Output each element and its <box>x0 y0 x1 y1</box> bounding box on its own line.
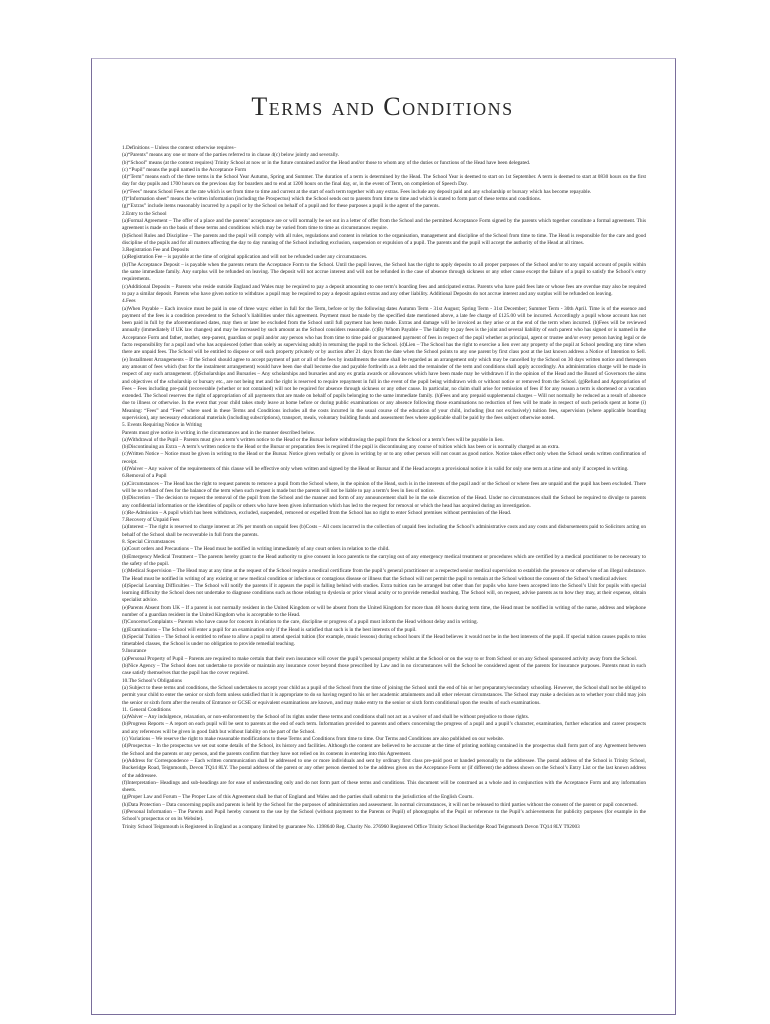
terms-paragraph: (g)Proper Law and Forum – The Proper Law of this Agreement shall be that of England and Wales and the parties shall submit to the jurisdiction of the English Courts. <box>122 794 474 801</box>
terms-paragraph: 5. Events Requiring Notice in Writing <box>122 422 202 429</box>
terms-paragraph: (a)“Parents” means any one or more of the parties referred to in clause 4(c) below jointly and severally. <box>122 152 340 159</box>
terms-paragraph: Parents must give notice in writing in the circumstances and in the manner described below. <box>122 429 316 436</box>
terms-paragraph: (i)Personal Information – The Parents and Pupil hereby consent to the use by the School (without payment to the Parents or Pupil) of photographs of the Pupil or reference to the Pupil’s achievements for publicity purposes (for example in the School’s prospectus or on its Website). <box>122 809 646 823</box>
terms-paragraph: (b)Discontinuing an Extra – A term’s written notice to the Head or the Bursar or preparation fees is required if the pupil is discontinuing any course of tuition which has been or is normally charged as an extra. <box>122 444 560 451</box>
terms-paragraph: (b)Discretion – The decision to request the removal of the pupil from the School and the manner and form of any announcement shall be in the sole discretion of the Head. Under no circumstances shall the School be required to divulge to parents any confidential information or the identities of pupils or others who have been given information which has led to the request for removal or which the head has acquired during an investigation. <box>122 495 646 509</box>
terms-paragraph: 11. General Conditions <box>122 706 171 713</box>
terms-paragraph: (c)Additional Deposits – Parents who reside outside England and Wales may be required to pay a deposit amounting to one term’s boarding fees and anticipated extras. Parents who have paid fees late or whose fees are overdue may also be required to pay a similar deposit. Parents who have given notice to withdraw a pupil may be required to pay a deposit against extras and any other liability. Additional Deposits do not accrue interest and any surplus will be refunded on leaving. <box>122 283 646 297</box>
terms-paragraph: (a)Formal Agreement – The offer of a place and the parents’ acceptance are or will normally be set out in a letter of offer from the School and the permitted Acceptance Form signed by the parents which together constitute a formal agreement. This agreement is made on the basis of these terms and conditions which may be varied from time to time as circumstances require. <box>122 217 646 232</box>
terms-paragraph: (e)“Fees” means School Fees at the rate which is set from time to time and current at the start of each term together with any extras. Fees include any deposit paid and any scholarship or bursary which has become repayable. <box>122 188 592 195</box>
terms-paragraph: (a)Circumstances – The Head has the right to request parents to remove a pupil from the School where, in the opinion of the Head, such is in the interests of the pupil and/ or the School or where fees are unpaid and the pupil has been excluded. There will be no refund of fees for the balance of the term when such request is made but the parents will not be liable to pay a term’s fees in lieu of notice. <box>122 480 646 494</box>
terms-paragraph: (c)Re-Admission – A pupil which has been withdrawn, excluded, suspended, removed or expelled from the School has no right to enter School premises without permission of the Head. <box>122 509 512 516</box>
terms-paragraph: (b)Emergency Medical Treatment – The parents hereby grant to the Head authority to give consent in loco parentis to the carrying out of any emergency medical treatment or procedures which are certified by a medical practitioner to be necessary to the safety of the pupil. <box>122 553 646 567</box>
terms-paragraph: (e)Address for Correspondence – Each written communication shall be addressed to one or more individuals and sent by ordinary first class pre-paid post or handed personally to the addressee. The postal address of the School is Trinity School, Buckeridge Road, Teignmouth, Devon TQ14 8LY. The postal address of the parent or any other person deemed to be the address given on the Acceptance Form or (if different) the address shown on the School’s Entry List or the last known address of the addressee. <box>122 757 646 779</box>
terms-paragraph: 4.Fees <box>122 298 136 305</box>
terms-paragraph: (b)Nice Agency – The School does not undertake to provide or maintain any insurance cover beyond those prescribed by Law and in no circumstances will the School be considered agent of the parents for insurance purposes. Parents must in such case satisfy themselves that the pupil has the cover required. <box>122 663 646 677</box>
terms-body <box>122 145 646 988</box>
terms-paragraph: (c) “Pupil” means the pupil named in the Acceptance Form <box>122 166 247 173</box>
terms-paragraph: 10.The School’s Obligations <box>122 677 182 684</box>
terms-paragraph: 3.Registration Fee and Deposits <box>122 247 190 254</box>
terms-paragraph: (b)“School” means (at the context requires) Trinity School at now or in the future contained and/or the Head and/or those to whom any of the duties or functions of the Head have been delegated. <box>122 159 531 166</box>
terms-paragraph: (d)Waiver – Any waiver of the requirements of this clause will be effective only when written and signed by the Head or Bursar and if the Head accepts a provisional notice it is valid for only one term at a time and only if accepted in writing. <box>122 466 629 473</box>
terms-paragraph: 1.Definitions – Unless the context otherwise requires– <box>122 145 237 151</box>
terms-paragraph: (h)Data Protection – Data concerning pupils and parents is held by the School for the purposes of administration and assessment. In normal circumstances, it will not be released to third parties without the consent of the parent or pupil concerned. <box>122 801 638 808</box>
terms-paragraph: 6.Removal of a Pupil <box>122 473 167 480</box>
terms-paragraph: 8. Special Circumstances <box>122 539 175 546</box>
terms-paragraph: (a)When Payable – Each invoice must be paid in one of three ways: either in full for the Term, before or by the following dates Autumn Term - 31st August; Spring Term - 31st December; Summer Term - 30th April. Time is of the essence and payment of the fees is a condition precedent to the School’s liabilities under this agreement. Payment must be made by the specified date mentioned above, a late fee charge of £125.00 will be incurred. Accordingly a pupil whose account has not been paid in full by the aforementioned dates, may then or later be excluded from the School until full payment has been made. Extras and damage will be invoiced as they arise or at the end of the term when incurred. (b)Fees will be reviewed annually (immediately if UK law changes) and may be increased by such amount as the School considers reasonable. (c)By Whom Payable – The liability to pay fees is the joint and several liability of each parent who has signed or is named in the Acceptance Form and father, mother, step-parent, guardian or pupil and/or any person who has from time to time paid or guaranteed payment of fees in respect of the pupil whether as principal, agent or trustee and/or every person having legal or de facto responsibility for a pupil and who has acquiesced (other than solely as supervising adult) in returning the pupil to the School. (d)Lien – The School has the right to exercise a lien over any property of the pupil at School pending any time when there are unpaid fees. The School will be entitled to dispose or sell such property privately or by auction after 21 days from the date when the School points to any one parent by first class post at the last known address a Notice of Intention to Sell. (e) Installment Arrangements – If the School should agree to accept payment of part or all of the fees by installments the same shall be regarded as an arrangement only which may be cancelled by the School on 30 days written notice and thereupon any amount of fees which (but for the instalment arrangement) would have been due shall become due and payable forthwith as a debt and the remainder of the term and conditions shall apply accordingly. An administration charge will be made in respect of any such arrangement. (f)Scholarships and Bursaries – Any scholarships and bursaries and any ex gratia awards or allowances which have been made may be withdrawn if in the opinion of the Head and the Board of Governors the aims and objectives of the scholarship or bursary etc., are not being met and the right is reserved to require repayment in full in the event of the pupil being withdrawn with or without notice or removed from the School. (g)Refund and Appropriation of Fees – Fees including pre-paid (recoverable (whether or not contained) will not be required for absence through sickness or any other cause. In particular, no claim shall arise for remission of fees if for any reason a term is shortened or a vacation extended. The School reserves the right of appropriation of all payments that are made on behalf of pupils belonging to the same immediate family. (h)Fees and any prepaid supplemental charges – Will not normally be reduced as a result of absence due to illness or otherwise. In the event that your child takes study leave at home before or during public examinations or any absence following those examinations no reduction of fees will be made in respect of such periods spent at home (i) Meaning: “Fees” and “Fees” where used in these Terms and Conditions includes all the costs incurred in the usual course of the education of your child, including (but not exclusively) tuition fees, supervision (where applicable boarding supervision), any necessary educational materials (including subscriptions), transport, meals, voluntary building funds and assessment fees where applicable shall be paid by the fees subject otherwise noted. <box>122 305 646 421</box>
terms-paragraph: (a) Subject to these terms and conditions, the School undertakes to accept your child as a pupil of the School from the time of joining the School until the end of his or her preparatory/secondary schooling. However, the School shall not be obliged to permit your child to enter the senior or sixth form unless satisfied that it is appropriate to do so having regard to his or her academic attainments and all other relevant circumstances. The School may make a decision as to whether your child may join the senior or sixth form after the results of Entrance or GCSE or equivalent examinations are known, and may make entry to the senior or sixth form conditional upon the results of such examinations. <box>122 684 646 706</box>
terms-paragraph: (b)Progress Reports – A report on each pupil will be sent to parents at the end of each term. Information provided to parents and others concerning the progress of a pupil and a pupil’s character, examination, further education and career prospects and any references will be given in good faith but without liability on the part of the School. <box>122 721 646 735</box>
terms-paragraph: (a)Registration Fee – is payable at the time of original application and will not be refunded under any circumstances. <box>122 254 368 261</box>
terms-paragraph: (d)“Term” means each of the three terms in the School Year Autumn, Spring and Summer. The duration of a term is determined by the Head. The School Year is deemed to start on 1st September. A term is deemed to start at 0830 hours on the first day for day pupils and 1700 hours on the previous day for boarders and to end at 1200 hours on the final day, or, in the event of Term, on completion of Speech Day. <box>122 174 646 188</box>
terms-paragraph: 7.Recovery of Unpaid Fees <box>122 517 180 524</box>
terms-paragraph: (h)Special Tuition – The School is entitled to refuse to allow a pupil to attend special tuition (for example, music lessons) during school hours if the Head believes it would not be in the best interests of the pupil. If special tuition causes pupils to miss timetabled classes, the School is under no obligation to provide remedial teaching. <box>122 633 646 648</box>
terms-paragraph: 9.Insurance <box>122 648 147 655</box>
terms-paragraph: (a)Withdrawal of the Pupil – Parents must give a term’s written notice to the Head or the Bursar before withdrawing the pupil from the School or a term’s fees will be payable in lieu. <box>122 436 504 443</box>
terms-paragraph: Trinity School Teignmouth is Registered in England as a company limited by guarantee No. 1398640 Reg. Charity No. 276960 Registered Office Trinity School Buckeridge Road Teignmouth Devon TQ14 8LY T92003 <box>122 823 580 830</box>
terms-paragraph: (f)Interpretation– Headings and sub-headings are for ease of understanding only and do not form part of these terms and conditions. This document will be construed as a whole and in conjunction with the Acceptance Form and any information sheets. <box>122 779 646 794</box>
terms-paragraph: (f)“Information sheet” means the written information (including the Prospectus) which the School sends out to parents from time to time and which is stated to form part of these terms and conditions. <box>122 196 542 203</box>
terms-paragraph: (b)School Rules and Discipline – The parents and the pupil will comply with all rules, regulations and content in relation to the organisation, management and discipline of the School from time to time. The Head is responsible for the care and good discipline of the pupils and for all matters affecting the day to day running of the School including exclusion, suspension or expulsion of a pupil. The parents and the pupil will accept the authority of the Head at all times. <box>122 232 646 246</box>
terms-paragraph: (f)Concerns/Complaints – Parents who have cause for concern in relation to the care, discipline or progress of a pupil must inform the Head without delay and in writing. <box>122 619 478 626</box>
terms-paragraph: (a)Interest – The right is reserved to charge interest at 3% per month on unpaid fees (b)Costs – All costs incurred in the collection of unpaid fees including the School’s administrative costs and any costs and disbursements paid to Solicitors acting on behalf of the School shall be recoverable in full from the parents. <box>122 524 646 538</box>
terms-paragraph: (c)Written Notice – Notice must be given in writing to the Head or the Bursar. Notice given verbally or given in writing by or to any other person will not count as good notice. Notice takes effect only when the School sends written confirmation of receipt. <box>122 451 646 465</box>
terms-paragraph: (g)Examinations – The School will enter a pupil for an examination only if the Head is satisfied that such is in the best interests of the pupil. <box>122 626 417 633</box>
terms-paragraph: (a)Personal Property of Pupil – Parents are required to make certain that their own insurance will cover the pupil’s personal property whilst at the School or on the way to or from School or on any School sponsored activity away from the School. <box>122 655 638 662</box>
terms-paragraph: (a)Court orders and Precautions – The Head must be notified in writing immediately of any court orders in relation to the child. <box>122 546 390 553</box>
terms-paragraph: (d)Special Learning Difficulties – The School will notify the parents if it appears the pupil is falling behind with studies. Extra tuition can be arranged but other than for pupils who have been accepted into the School’s Unit for pupils with special learning difficulty the School does not undertake to diagnose conditions such as those relating to dyslexia or prior visual acuity or to provide remedial teaching. The School will, on request, advise parents as to how they may, at their expense, obtain specialist advice. <box>122 582 646 604</box>
terms-paragraph: (e)Parents Absent from UK – If a parent is not normally resident in the United Kingdom or will be absent from the United Kingdom for more than 48 hours during term time, the Head must be notified in writing of the name, address and telephone number of a guardian resident in the United Kingdom who is acceptable to the Head. <box>122 604 646 618</box>
terms-paragraph: (c)Medical Supervision – The Head may at any time at the request of the School require a medical certificate from the pupil’s general practitioner or a respected senior medical supervision to establish the presence or otherwise of an illegal substance. The Head must be notified in writing of any existing or new medical condition or infectious or contagious disease or illness that the School will not permit the pupil to remain at the School without the consent of the School’s medical adviser. <box>122 568 646 582</box>
terms-paragraph: (g)“Extras” include items reasonably incurred by a pupil or by the School on behalf of a pupil and for these purposes a pupil is the agent of the parents. <box>122 203 440 210</box>
terms-paragraph: (d)Prospectus – In the prospectus we set out some details of the School, its history and facilities. Although the content are believed to be accurate at the time of printing nothing contained in the prospectus shall form part of any Agreement between the School and the parents or any person, and the parents confirm that they have not relied on its contents in entering into this Agreement. <box>122 743 646 757</box>
document-title: Terms and Conditions <box>251 92 514 121</box>
terms-paragraph: (b)The Acceptance Deposit – is payable when the parents return the Acceptance Form to the School. Until the pupil leaves, the School has the right to apply deposits to all proper purposes of the School and/or to any unpaid account of pupils within the same immediate family. Any surplus will be refunded on leaving. The deposit will not accrue interest and will not be refunded in the case of absence through sickness or any other cause except the failure of a pupil to satisfy the School’s entry requirements. <box>122 261 646 283</box>
terms-paragraph: (a)Waiver – Any indulgence, relaxation, or non-enforcement by the School of its rights under these terms and conditions shall not act as a waiver of and shall be without prejudice to those rights. <box>122 714 530 721</box>
terms-paragraph: 2.Entry to the School <box>122 210 167 217</box>
terms-paragraph: (c) Variations – We reserve the right to make reasonable modifications to these Terms and Conditions from time to time. Our Terms and Conditions are also published on our website. <box>122 736 505 743</box>
